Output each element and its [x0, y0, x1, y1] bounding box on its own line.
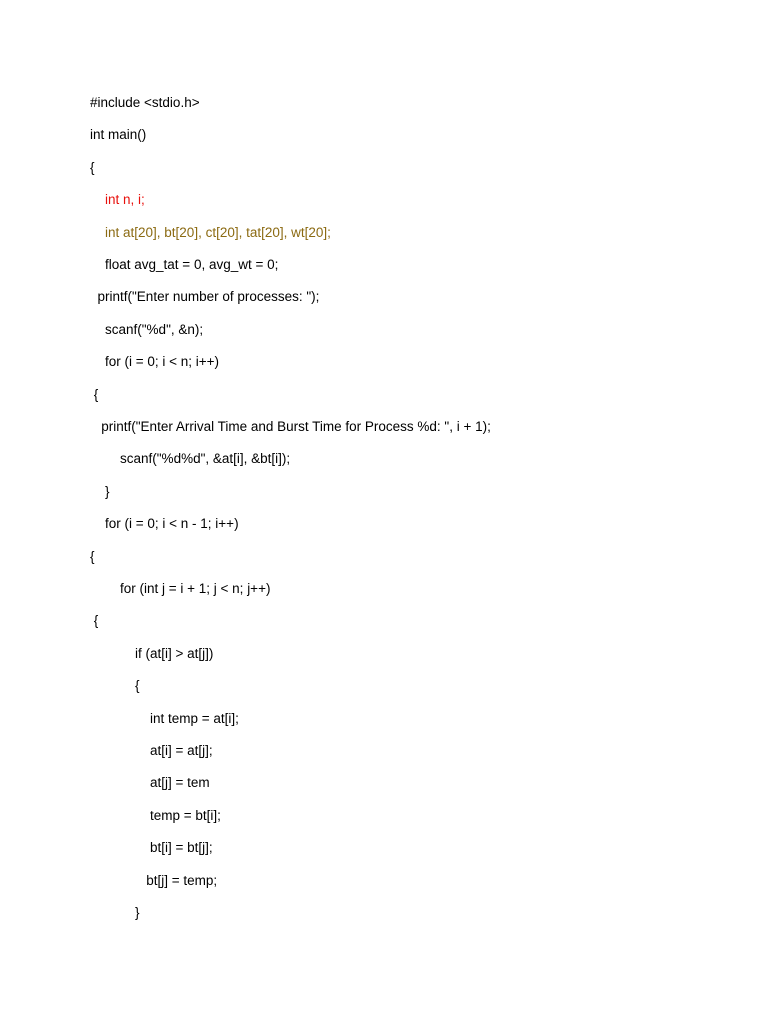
code-line: scanf("%d", &n);	[90, 321, 204, 337]
code-line: for (int j = i + 1; j < n; j++)	[90, 581, 271, 596]
code-line: printf("Enter Arrival Time and Burst Time for Process %d: ", i + 1);	[90, 419, 491, 434]
code-line: for (i = 0; i < n - 1; i++)	[90, 516, 239, 532]
code-line: {	[90, 548, 95, 564]
code-line: int at[20], bt[20], ct[20], tat[20], wt[20];	[90, 224, 331, 240]
code-line: float avg_tat = 0, avg_wt = 0;	[90, 257, 279, 272]
code-line: scanf("%d%d", &at[i], &bt[i]);	[90, 451, 291, 467]
code-line: bt[j] = temp;	[90, 872, 218, 888]
code-line: {	[90, 159, 95, 175]
code-line: {	[90, 678, 140, 694]
code-line: at[i] = at[j];	[90, 743, 213, 758]
code-line: temp = bt[i];	[90, 807, 221, 823]
code-line: #include <stdio.h>	[90, 95, 200, 110]
code-line: }	[90, 905, 140, 920]
code-line: }	[90, 483, 110, 499]
code-line: at[j] = tem	[90, 775, 210, 791]
code-line: {	[90, 386, 99, 402]
code-line: bt[i] = bt[j];	[90, 840, 213, 856]
code-line: {	[90, 613, 99, 629]
code-line: int n, i;	[90, 192, 145, 208]
code-line: if (at[i] > at[j])	[90, 645, 214, 661]
code-line: for (i = 0; i < n; i++)	[90, 354, 220, 370]
code-line: printf("Enter number of processes: ");	[90, 289, 320, 305]
code-line: int main()	[90, 127, 147, 143]
code-line: int temp = at[i];	[90, 710, 239, 726]
